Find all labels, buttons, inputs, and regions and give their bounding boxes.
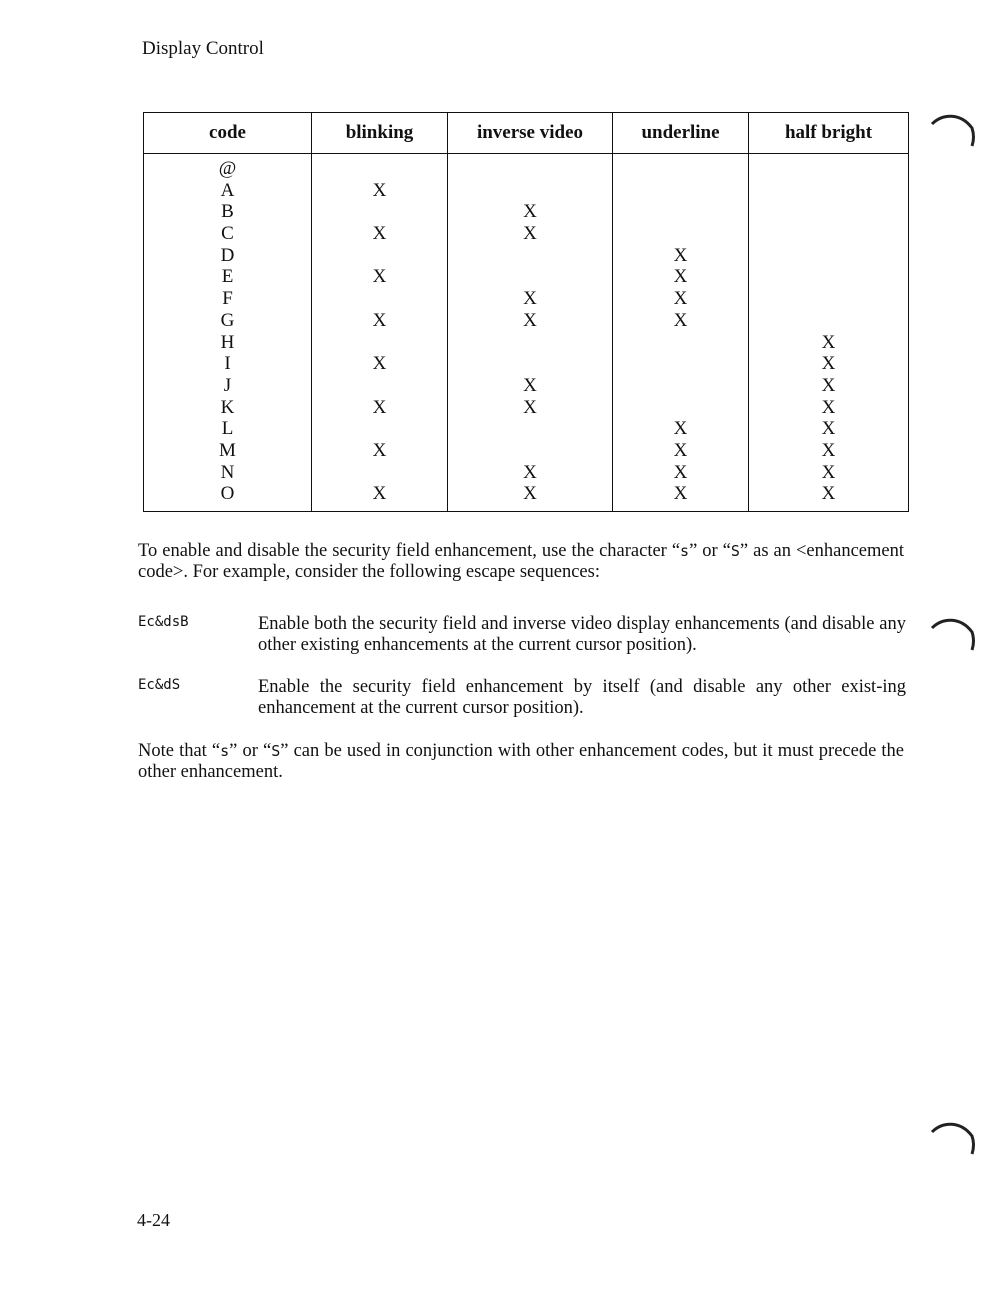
blinking-cell: X xyxy=(372,353,387,375)
inverse-video-cell xyxy=(448,266,612,288)
code-cell: M xyxy=(219,439,236,461)
sequence-description-1: Enable both the security field and inverse video display enhancements (and disable any other existing enhancements at the current cursor position). xyxy=(258,614,906,655)
note-text-3: ” can be used in conjunction with other enhancement codes, but it must precede the other enhancement. xyxy=(138,741,904,782)
half-bright-cell xyxy=(749,223,908,245)
inverse-video-cell: X xyxy=(523,223,537,245)
half-bright-cell: X xyxy=(821,418,836,440)
half-bright-cell: X xyxy=(821,439,836,461)
code-cell: K xyxy=(220,396,235,418)
col-header-underline: underline xyxy=(613,113,749,154)
inverse-video-cell xyxy=(448,440,612,462)
table-body-row xyxy=(144,154,909,512)
blinking-cell: X xyxy=(372,483,387,505)
half-bright-cell: X xyxy=(821,461,836,483)
margin-mark-icon xyxy=(928,108,978,148)
code-cell: N xyxy=(220,461,235,483)
underline-cell: X xyxy=(673,439,688,461)
half-bright-cell: X xyxy=(821,353,836,375)
underline-cell: X xyxy=(673,266,688,288)
inverse-video-cell xyxy=(448,158,612,180)
underline-cell xyxy=(613,180,748,202)
inverse-video-cell: X xyxy=(523,309,537,331)
sequence-code-1: Ec&dsB xyxy=(138,614,189,630)
note-char-s: s xyxy=(220,742,230,760)
blinking-cell xyxy=(312,375,447,397)
intro-text-1: To enable and disable the security field enhancement, use the character “ xyxy=(138,541,681,561)
blinking-cell xyxy=(312,245,447,267)
code-cell: G xyxy=(220,309,235,331)
margin-mark-icon xyxy=(928,1116,978,1156)
blinking-cell: X xyxy=(372,223,387,245)
running-header: Display Control xyxy=(142,38,264,59)
inverse-video-cell: X xyxy=(523,374,537,396)
underline-cell: X xyxy=(673,309,688,331)
note-paragraph xyxy=(138,741,904,783)
underline-cell: X xyxy=(673,461,688,483)
half-bright-column xyxy=(749,154,909,512)
intro-char-S: S xyxy=(730,542,740,560)
enhancement-table xyxy=(143,112,909,512)
col-header-inverse-video: inverse video xyxy=(448,113,613,154)
blinking-cell xyxy=(312,158,447,180)
inverse-video-cell: X xyxy=(523,396,537,418)
inverse-video-cell xyxy=(448,353,612,375)
page-number: 4-24 xyxy=(137,1210,170,1230)
inverse-video-cell xyxy=(448,418,612,440)
blinking-cell xyxy=(312,201,447,223)
intro-paragraph xyxy=(138,541,904,583)
inverse-video-cell: X xyxy=(523,483,537,505)
inverse-video-cell: X xyxy=(523,461,537,483)
half-bright-cell xyxy=(749,288,908,310)
code-cell: D xyxy=(220,244,235,266)
underline-cell: X xyxy=(673,418,688,440)
underline-column xyxy=(613,154,749,512)
blinking-column xyxy=(312,154,448,512)
inverse-video-cell xyxy=(448,180,612,202)
code-column xyxy=(144,154,312,512)
blinking-cell xyxy=(312,462,447,484)
sequence-code-2: Ec&dS xyxy=(138,677,181,693)
half-bright-cell xyxy=(749,245,908,267)
half-bright-cell xyxy=(749,310,908,332)
note-char-S: S xyxy=(271,742,281,760)
code-cell: F xyxy=(222,288,233,310)
inverse-video-column xyxy=(448,154,613,512)
underline-cell xyxy=(613,332,748,354)
intro-char-s: s xyxy=(680,542,690,560)
col-header-code: code xyxy=(144,113,312,154)
underline-cell: X xyxy=(673,244,688,266)
table-header-row xyxy=(144,113,909,154)
blinking-cell: X xyxy=(372,179,387,201)
half-bright-cell: X xyxy=(821,374,836,396)
underline-cell xyxy=(613,375,748,397)
half-bright-cell: X xyxy=(821,331,836,353)
blinking-cell xyxy=(312,288,447,310)
sequence-description-2: Enable the security field enhancement by itself (and disable any other exist-ing enhancement at the current cursor position). xyxy=(258,677,906,718)
code-cell: L xyxy=(221,418,234,440)
code-cell: A xyxy=(220,179,235,201)
blinking-cell: X xyxy=(372,309,387,331)
blinking-cell xyxy=(312,418,447,440)
code-cell: E xyxy=(221,266,234,288)
code-cell: @ xyxy=(218,158,237,179)
underline-cell xyxy=(613,353,748,375)
inverse-video-cell xyxy=(448,245,612,267)
code-cell: H xyxy=(220,331,235,353)
underline-cell xyxy=(613,397,748,419)
inverse-video-cell: X xyxy=(523,201,537,223)
inverse-video-cell: X xyxy=(523,288,537,310)
note-text-1: Note that “ xyxy=(138,741,221,761)
half-bright-cell: X xyxy=(821,483,836,505)
underline-cell xyxy=(613,223,748,245)
code-cell: C xyxy=(221,223,234,245)
code-cell: I xyxy=(224,353,231,375)
half-bright-cell xyxy=(749,266,908,288)
code-cell: B xyxy=(221,201,234,223)
note-text-2: ” or “ xyxy=(229,741,272,761)
blinking-cell: X xyxy=(372,396,387,418)
underline-cell xyxy=(613,158,748,180)
col-header-blinking: blinking xyxy=(312,113,448,154)
half-bright-cell xyxy=(749,180,908,202)
blinking-cell xyxy=(312,332,447,354)
intro-text-3: ” as an <enhancement code>. For example, consider the following escape sequences: xyxy=(138,541,904,582)
half-bright-cell xyxy=(749,201,908,223)
intro-text-2: ” or “ xyxy=(689,541,731,561)
half-bright-cell: X xyxy=(821,396,836,418)
code-cell: J xyxy=(223,374,232,396)
code-cell: O xyxy=(220,483,235,505)
inverse-video-cell xyxy=(448,332,612,354)
margin-mark-icon xyxy=(928,612,978,652)
blinking-cell: X xyxy=(372,266,387,288)
underline-cell: X xyxy=(673,483,688,505)
underline-cell: X xyxy=(673,288,688,310)
underline-cell xyxy=(613,201,748,223)
blinking-cell: X xyxy=(372,439,387,461)
half-bright-cell xyxy=(749,158,908,180)
col-header-half-bright: half bright xyxy=(749,113,909,154)
